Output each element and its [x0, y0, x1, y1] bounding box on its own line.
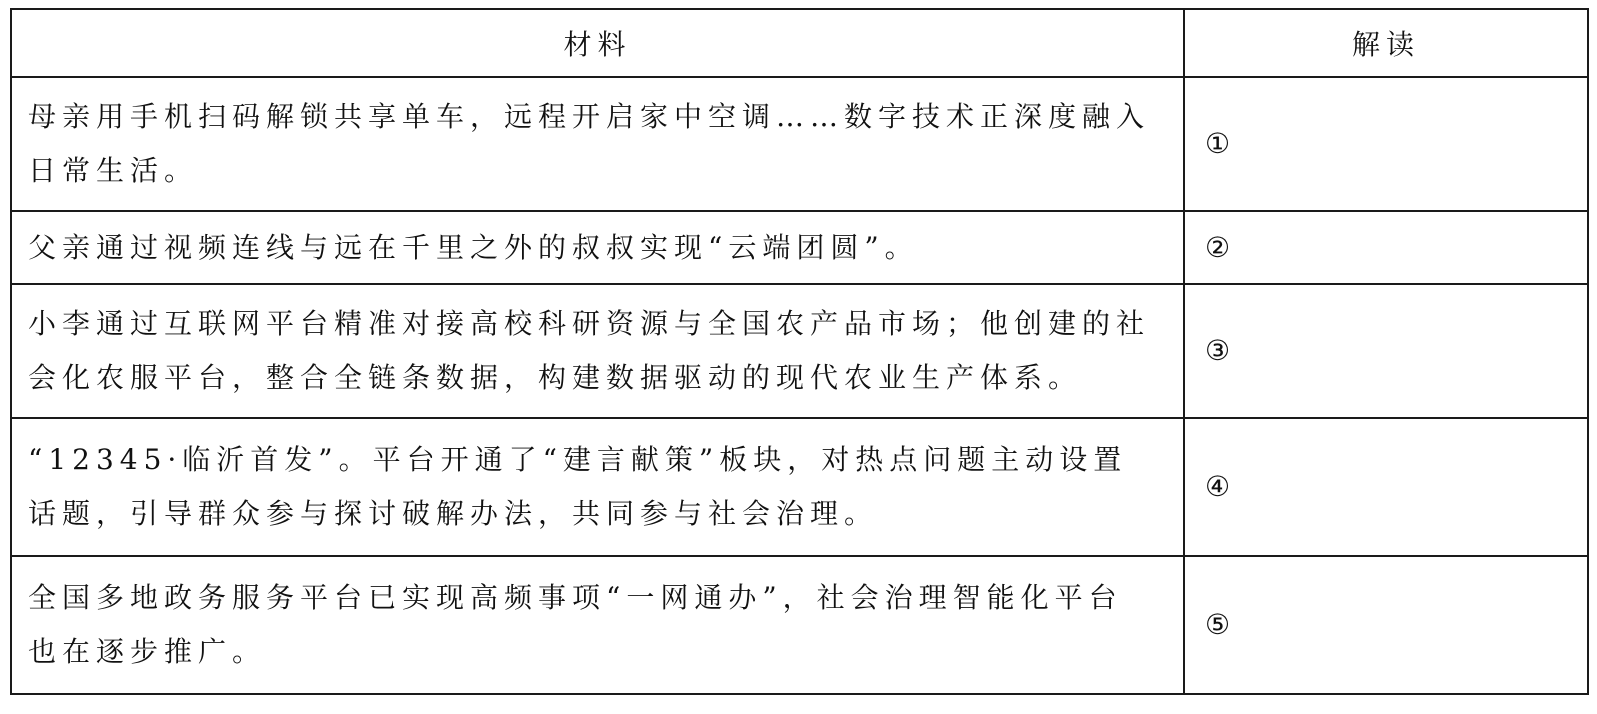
header-material: 材料 — [11, 9, 1184, 77]
header-interpretation: 解读 — [1184, 9, 1588, 77]
material-line: 全国多地政务服务平台已实现高频事项“一网通办”，社会治理智能化平台 — [28, 581, 1123, 614]
material-line: 也在逐步推广。 — [28, 635, 267, 668]
interpretation-cell: ④ — [1184, 418, 1588, 556]
interpretation-cell: ③ — [1184, 284, 1588, 418]
material-cell — [11, 284, 1184, 418]
material-line: 会化农服平台，整合全链条数据，构建数据驱动的现代农业生产体系。 — [28, 361, 1083, 394]
material-line: 母亲用手机扫码解锁共享单车，远程开启家中空调……数字技术正深度融入 — [28, 100, 1151, 133]
table-row — [11, 284, 1588, 418]
material-line: 父亲通过视频连线与远在千里之外的叔叔实现“云端团圆”。 — [28, 230, 919, 264]
table-row — [11, 77, 1588, 211]
material-cell — [11, 556, 1184, 694]
material-cell — [11, 211, 1184, 284]
material-cell — [11, 418, 1184, 556]
table-row — [11, 556, 1588, 694]
interpretation-cell: ⑤ — [1184, 556, 1588, 694]
material-cell — [11, 77, 1184, 211]
table-header-row — [11, 9, 1588, 77]
interpretation-cell: ① — [1184, 77, 1588, 211]
material-line: 话题，引导群众参与探讨破解办法，共同参与社会治理。 — [28, 497, 879, 530]
table-row — [11, 211, 1588, 284]
interpretation-cell: ② — [1184, 211, 1588, 284]
table-row — [11, 418, 1588, 556]
material-line: 小李通过互联网平台精准对接高校科研资源与全国农产品市场；他创建的社 — [28, 307, 1151, 340]
material-interpretation-table — [10, 8, 1589, 695]
material-line: “12345·临沂首发”。平台开通了“建言献策”板块，对热点问题主动设置 — [28, 443, 1128, 476]
material-line: 日常生活。 — [28, 154, 199, 187]
